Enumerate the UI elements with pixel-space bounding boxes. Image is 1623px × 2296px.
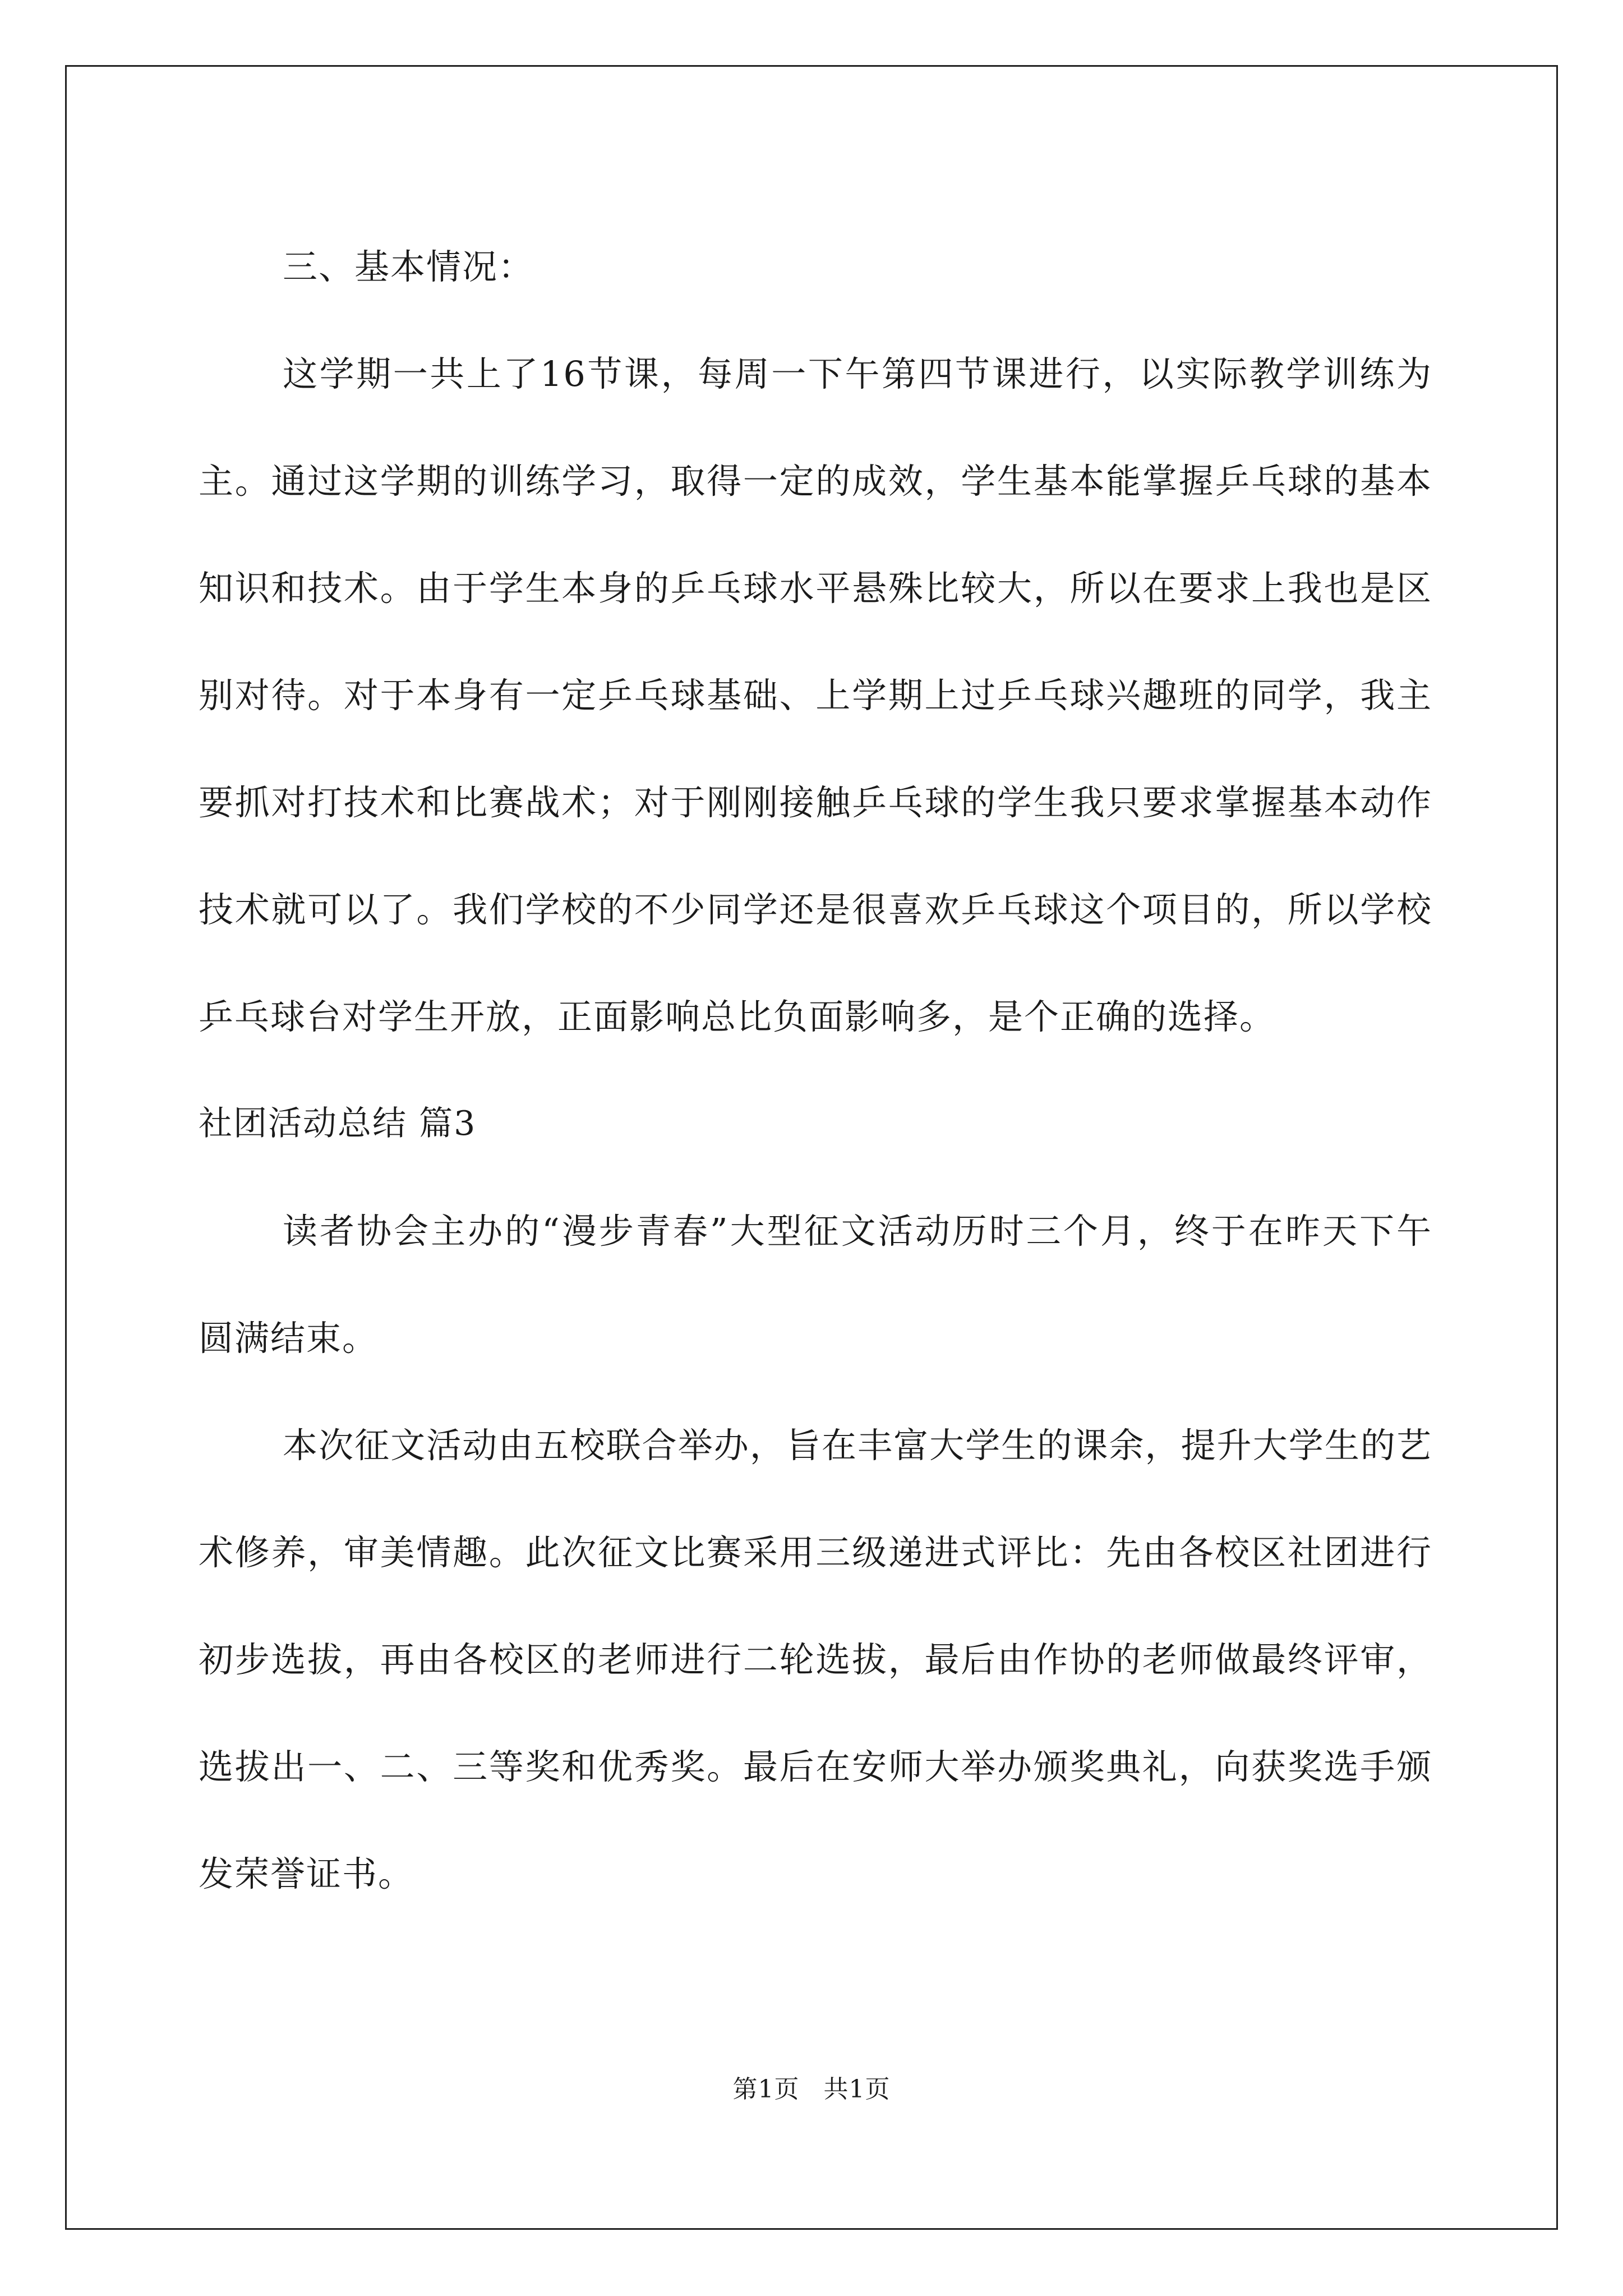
page-number: 第1页: [732, 2075, 800, 2104]
document-body: [199, 213, 1432, 1927]
page-footer: [0, 2069, 1623, 2105]
paragraph-essay-contest-intro: 读者协会主办的“漫步青春”大型征文活动历时三个月，终于在昨天下午圆满结束。: [199, 1211, 1432, 1359]
paragraph-table-tennis-summary: 这学期一共上了16节课，每周一下午第四节课进行，以实际教学训练为主。通过这学期的训练学习，取得一定的成效，学生基本能掌握乒乓球的基本知识和技术。由于学生本身的乒乓球水平悬殊比较大，所以在要求上我也是区别对待。对于本身有一定乒乓球基础、上学期上过乒乓球兴趣班的同学，我主要抓对打技术和比赛战术；对于刚刚接触乒乓球的学生我只要求掌握基本动作技术就可以了。我们学校的不少同学还是很喜欢乒乓球这个项目的，所以学校乒乓球台对学生开放，正面影响总比负面影响多，是个正确的选择。: [199, 353, 1432, 1037]
page-total: 共1页: [823, 2075, 891, 2104]
section-heading: 社团活动总结 篇3: [199, 1104, 477, 1143]
paragraph-essay-contest-details: 本次征文活动由五校联合举办，旨在丰富大学生的课余，提升大学生的艺术修养，审美情趣。此次征文比赛采用三级递进式评比：先由各校区社团进行初步选拔，再由各校区的老师进行二轮选拔，最后由作协的老师做最终评审，选拔出一、二、三等奖和优秀奖。最后在安师大举办颁奖典礼，向获奖选手颁发荣誉证书。: [199, 1425, 1432, 1894]
paragraph-basic-situation-heading: 三、基本情况：: [283, 246, 534, 287]
